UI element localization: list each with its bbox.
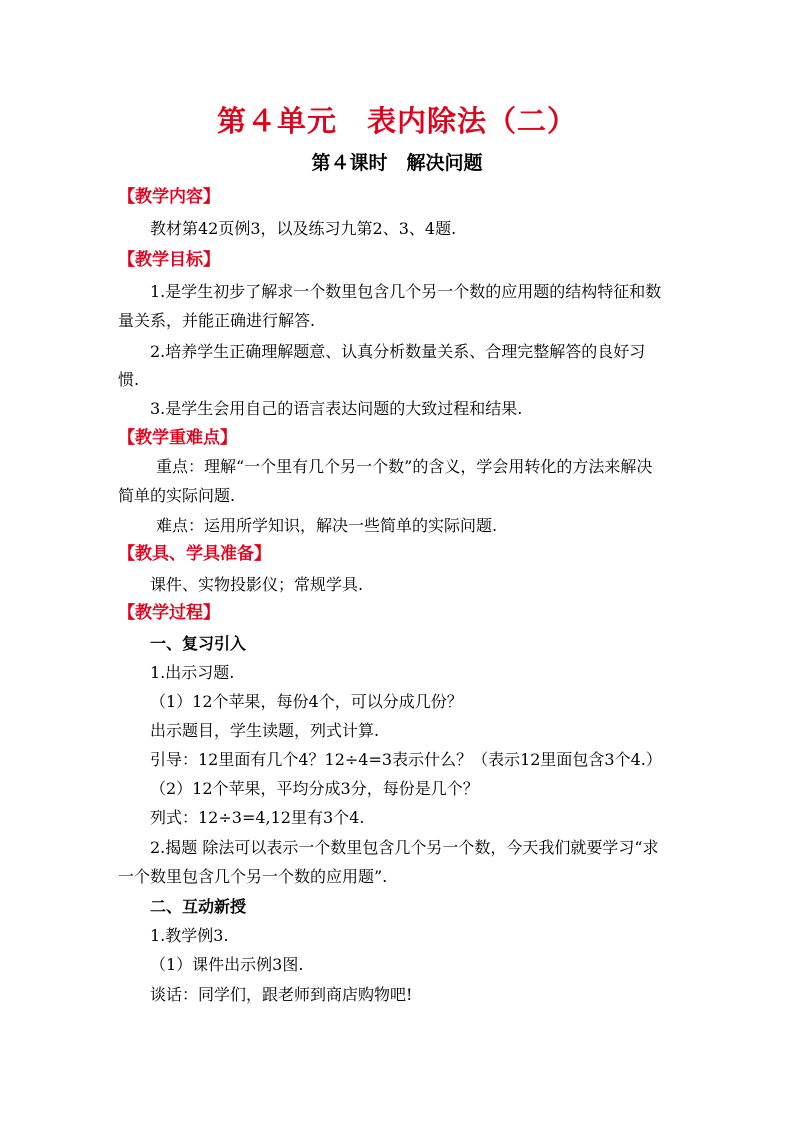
process-line: 谈话：同学们，跟老师到商店购物吧!: [150, 985, 413, 1004]
page-title: 第４单元 表内除法（二）: [216, 104, 577, 138]
section-heading-content: 【教学内容】: [118, 187, 220, 207]
part-2-heading: 二、互动新授: [150, 897, 247, 916]
process-line: 1.出示习题.: [150, 663, 235, 682]
process-line: （1）12个苹果，每份4个，可以分成几份？: [150, 692, 463, 711]
section-heading-key-points: 【教学重难点】: [118, 428, 237, 448]
goal-1-line-1: 1.是学生初步了解求一个数里包含几个另一个数的应用题的结构特征和数: [150, 282, 662, 301]
process-line: （1）课件出示例3图.: [150, 955, 304, 974]
goal-2-line-1: 2.培养学生正确理解题意、认真分析数量关系、合理完整解答的良好习: [150, 342, 646, 361]
process-line: 一个数里包含几个另一个数的应用题”.: [118, 867, 388, 886]
lesson-subtitle: 第４课时 解决问题: [311, 152, 483, 174]
key-point-line-2: 简单的实际问题.: [118, 486, 236, 505]
section-heading-process: 【教学过程】: [118, 603, 220, 623]
key-point-line-1: 重点：理解“一个里有几个另一个数”的含义，学会用转化的方法来解决: [156, 457, 653, 476]
goal-3: 3.是学生会用自己的语言表达问题的大致过程和结果.: [150, 399, 523, 418]
process-line: （2）12个苹果，平均分成3分，每份是几个？: [150, 779, 479, 798]
process-line: 引导：12里面有几个4？12÷4=3表示什么？（表示12里面包含3个4.）: [150, 750, 662, 769]
process-line: 列式：12÷3=4,12里有3个4.: [150, 808, 365, 827]
process-line: 出示题目，学生读题，列式计算.: [150, 721, 380, 740]
process-line: 2.揭题 除法可以表示一个数里包含几个另一个数，今天我们就要学习“求: [150, 838, 659, 857]
goal-2-line-2: 惯.: [118, 370, 140, 389]
part-1-heading: 一、复习引入: [150, 634, 247, 653]
difficult-point: 难点：运用所学知识，解决一些简单的实际问题.: [156, 516, 498, 535]
content-text: 教材第42页例3，以及练习九第2、3、4题.: [150, 219, 457, 238]
goal-1-line-2: 量关系，并能正确进行解答.: [118, 311, 316, 330]
tools-text: 课件、实物投影仪；常规学具.: [150, 575, 364, 594]
process-line: 1.教学例3.: [150, 926, 229, 945]
section-heading-tools: 【教具、学具准备】: [118, 544, 271, 564]
section-heading-goals: 【教学目标】: [118, 250, 220, 270]
